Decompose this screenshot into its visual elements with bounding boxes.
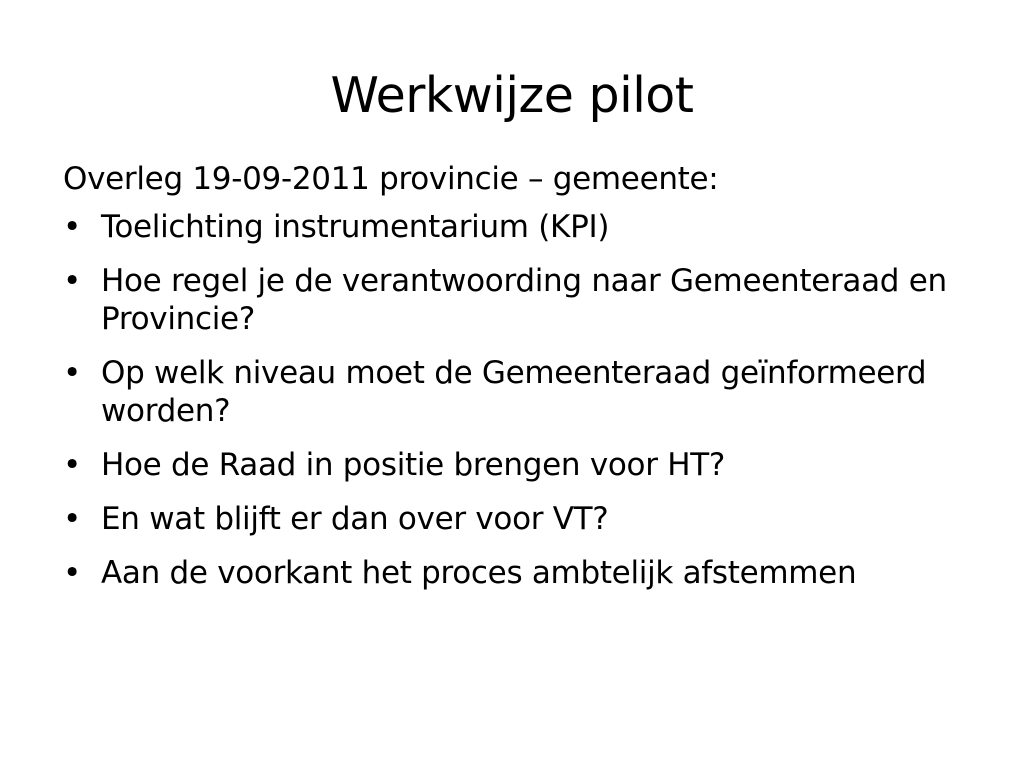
slide-title: Werkwijze pilot xyxy=(330,67,694,124)
bullet-icon: • xyxy=(63,209,81,245)
bullet-item xyxy=(63,354,983,430)
bullet-text: Hoe regel je de verantwoording naar Gemeenteraad en Provincie? xyxy=(101,263,947,337)
bullet-list xyxy=(63,208,983,592)
bullet-text: Toelichting instrumentarium (KPI) xyxy=(101,209,610,245)
bullet-text: Op welk niveau moet de Gemeenteraad geïnformeerd worden? xyxy=(101,355,927,429)
bullet-text: Aan de voorkant het proces ambtelijk afstemmen xyxy=(101,555,857,591)
bullet-icon: • xyxy=(63,263,81,299)
bullet-icon: • xyxy=(63,501,81,537)
bullet-item xyxy=(63,554,983,592)
slide-content xyxy=(63,152,983,592)
bullet-item xyxy=(63,208,983,246)
intro-line: Overleg 19-09-2011 provincie – gemeente: xyxy=(63,161,719,197)
bullet-item xyxy=(63,446,983,484)
bullet-icon: • xyxy=(63,355,81,391)
bullet-item xyxy=(63,262,983,338)
bullet-text: En wat blijft er dan over voor VT? xyxy=(101,501,609,537)
bullet-icon: • xyxy=(63,555,81,591)
bullet-icon: • xyxy=(63,447,81,483)
bullet-text: Hoe de Raad in positie brengen voor HT? xyxy=(101,447,725,483)
bullet-item xyxy=(63,500,983,538)
